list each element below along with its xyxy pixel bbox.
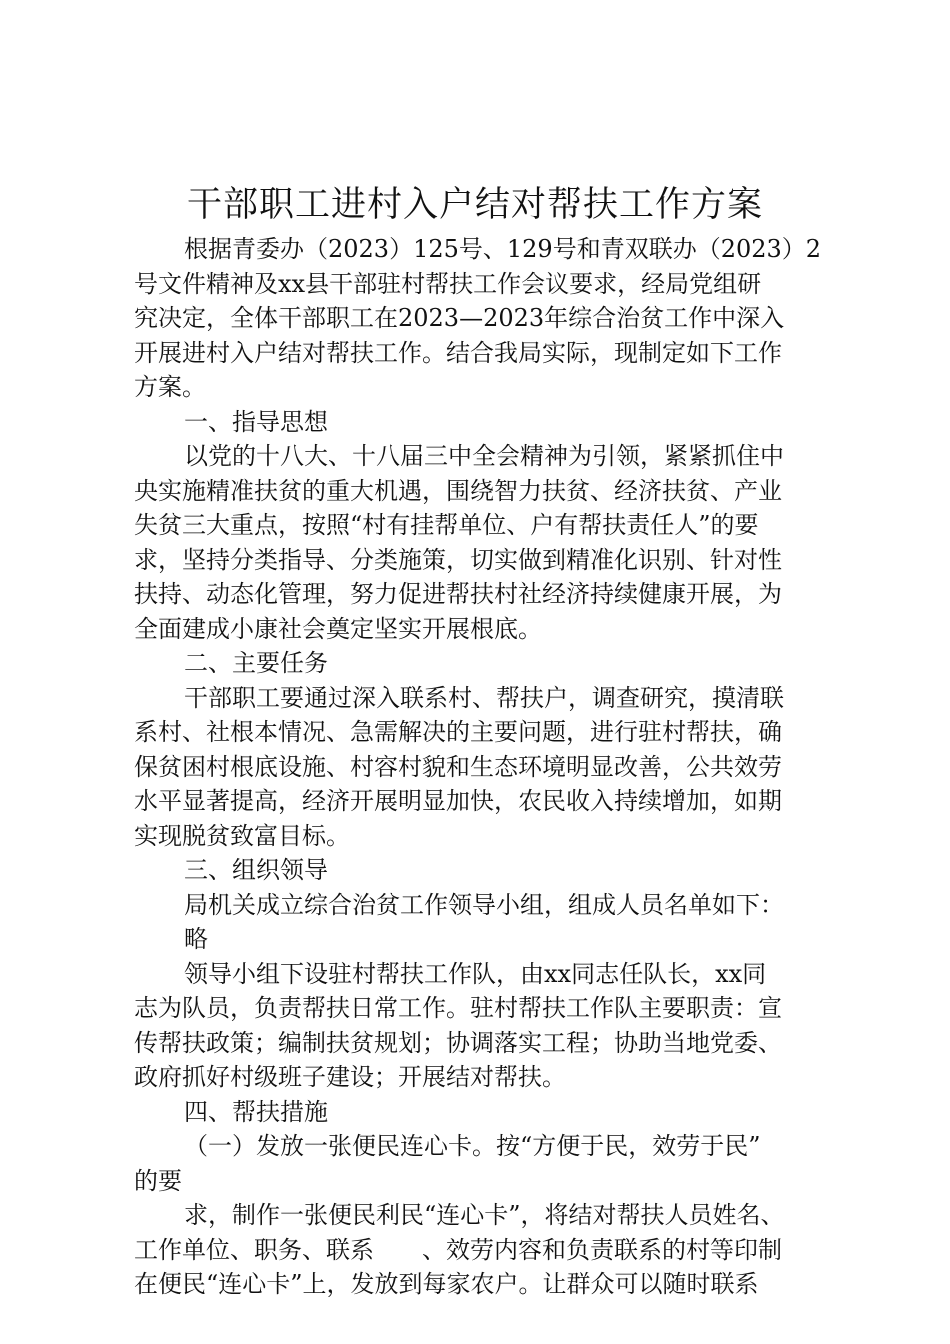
paragraph-line: 系村、社根本情况、急需解决的主要问题，进行驻村帮扶，确 xyxy=(134,718,782,746)
paragraph-line: 的要 xyxy=(134,1166,182,1195)
paragraph-line: 扶持、动态化管理，努力促进帮扶村社经济持续健康开展，为 xyxy=(134,580,782,608)
paragraph-line: 号文件精神及xx县干部驻村帮扶工作会议要求，经局党组研 xyxy=(134,269,762,298)
paragraph-line: 志为队员，负责帮扶日常工作。驻村帮扶工作队主要职责：宣 xyxy=(134,994,782,1022)
paragraph-line: 干部职工要通过深入联系村、帮扶户，调查研究，摸清联 xyxy=(184,683,784,712)
paragraph-line: 保贫困村根底设施、村容村貌和生态环境明显改善，公共效劳 xyxy=(134,752,782,781)
document-body xyxy=(134,232,834,1302)
paragraph-line: 局机关成立综合治贫工作领导小组，组成人员名单如下： xyxy=(184,890,784,919)
paragraph-line: 领导小组下设驻村帮扶工作队，由xx同志任队长，xx同 xyxy=(184,959,767,988)
paragraph-line: 工作单位、职务、联系 、效劳内容和负责联系的村等印制 xyxy=(134,1235,782,1264)
paragraph-line: 央实施精准扶贫的重大机遇，围绕智力扶贫、经济扶贫、产业 xyxy=(134,476,782,505)
section-heading: 四、帮扶措施 xyxy=(184,1097,328,1126)
paragraph-line: 方案。 xyxy=(134,373,206,401)
section-heading: 三、组织领导 xyxy=(184,856,328,884)
paragraph-line: 求，制作一张便民利民“连心卡”，将结对帮扶人员姓名、 xyxy=(184,1201,785,1229)
document-title: 干部职工进村入户结对帮扶工作方案 xyxy=(186,185,763,225)
paragraph-line: 政府抓好村级班子建设；开展结对帮扶。 xyxy=(134,1063,566,1091)
paragraph-line: 略 xyxy=(184,925,208,953)
paragraph-line: 水平显著提高，经济开展明显加快，农民收入持续增加，如期 xyxy=(134,787,782,815)
paragraph-line: 失贫三大重点，按照“村有挂帮单位、户有帮扶责任人”的要 xyxy=(134,511,759,539)
paragraph-line: 全面建成小康社会奠定坚实开展根底。 xyxy=(134,614,542,643)
section-heading: 一、指导思想 xyxy=(184,407,328,436)
paragraph-line: （一）发放一张便民连心卡。按“方便于民，效劳于民” xyxy=(184,1132,761,1160)
paragraph-line: 开展进村入户结对帮扶工作。结合我局实际，现制定如下工作 xyxy=(134,338,782,367)
paragraph-line: 传帮扶政策；编制扶贫规划；协调落实工程；协助当地党委、 xyxy=(134,1028,782,1057)
paragraph-line: 究决定，全体干部职工在2023—2023年综合治贫工作中深入 xyxy=(134,304,785,332)
paragraph-line: 在便民“连心卡”上，发放到每家农户。让群众可以随时联系 xyxy=(134,1270,759,1298)
paragraph-line: 以党的十八大、十八届三中全会精神为引领，紧紧抓住中 xyxy=(184,442,784,470)
section-heading: 二、主要任务 xyxy=(184,649,328,677)
paragraph-line: 实现脱贫致富目标。 xyxy=(134,821,350,850)
paragraph-line: 求，坚持分类指导、分类施策，切实做到精准化识别、针对性 xyxy=(134,545,782,574)
paragraph-line: 根据青委办（2023）125号、129号和青双联办（2023）2 xyxy=(184,235,822,263)
